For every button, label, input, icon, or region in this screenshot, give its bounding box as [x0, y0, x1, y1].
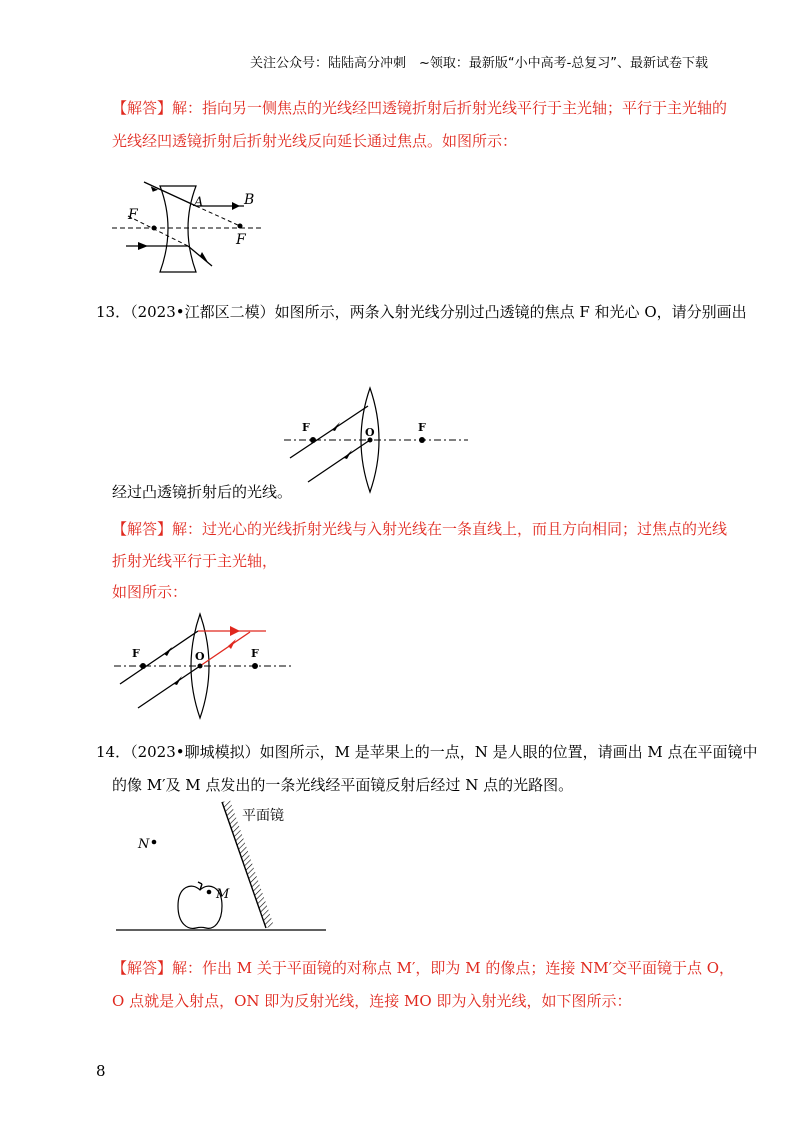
label-F-left: F — [128, 207, 138, 223]
q13-answer-line2: 折射光线平行于主光轴， — [112, 552, 278, 570]
incident-ray-through-O — [138, 666, 200, 708]
q13-line1: 13．（2023•江都区二模）如图所示，两条入射光线分别过凸透镜的焦点 F 和光心 O，请分别画出 — [96, 303, 747, 321]
focal-point-right — [252, 663, 258, 669]
label-M: M — [216, 887, 230, 902]
q13-answer-line1: 【解答】解：过光心的光线折射光线与入射光线在一条直线上，而且方向相同；过焦点的光线 — [112, 520, 728, 538]
label-F-left: F — [132, 647, 140, 660]
q13-answer-line3: 如图所示： — [112, 583, 188, 601]
q12-answer-line1: 【解答】解：指向另一侧焦点的光线经凹透镜折射后折射光线平行于主光轴；平行于主光轴的 — [112, 99, 728, 117]
label-F-right: F — [418, 421, 426, 434]
label-O: O — [195, 650, 205, 663]
label-O: O — [365, 426, 375, 439]
q14-answer-line2: O 点就是入射点，ON 即为反射光线，连接 MO 即为入射光线，如下图所示： — [112, 992, 632, 1010]
label-A: A — [194, 195, 204, 210]
arrow-icon — [138, 242, 148, 250]
focal-point-left — [152, 226, 157, 231]
concave-lens — [160, 186, 196, 272]
label-N: N — [138, 837, 150, 852]
label-B: B — [244, 192, 255, 208]
focal-point-left — [140, 663, 146, 669]
point-N — [152, 840, 157, 845]
page-number: 8 — [96, 1062, 106, 1080]
arrow-icon — [344, 450, 352, 459]
q14-answer-line1: 【解答】解：作出 M 关于平面镜的对称点 M′，即为 M 的像点；连接 NM′交平面镜于点 O， — [112, 959, 735, 977]
arrow-icon — [174, 676, 182, 685]
q12-answer-line2: 光线经凹透镜折射后折射光线反向延长通过焦点。如图所示： — [112, 132, 518, 150]
focal-point-left — [310, 437, 316, 443]
arrow-icon — [228, 639, 236, 649]
label-F-right: F — [251, 647, 259, 660]
arrow-icon — [164, 647, 172, 656]
convex-lens-answer-figure — [112, 610, 298, 720]
arrow-icon — [200, 252, 209, 264]
point-M — [207, 890, 212, 895]
arrow-icon — [332, 422, 340, 431]
arrow-icon — [230, 626, 240, 636]
label-mirror: 平面镜 — [242, 808, 284, 824]
plane-mirror-figure — [112, 800, 342, 936]
convex-lens-question-figure — [282, 384, 472, 494]
page-header: 关注公众号：陆陆高分冲刺 ~领取：最新版“小中高考-总复习”、最新试卷下载 — [249, 56, 708, 71]
label-F-left: F — [302, 421, 310, 434]
arrow-icon — [232, 202, 240, 210]
label-F-right: F — [236, 232, 246, 248]
focal-point-right — [238, 224, 243, 229]
focal-point-right — [419, 437, 425, 443]
q14-line1: 14．（2023•聊城模拟）如图所示，M 是苹果上的一点，N 是人眼的位置，请画出 M 点在平面镜中 — [96, 743, 758, 761]
q14-line2: 的像 M′及 M 点发出的一条光线经平面镜反射后经过 N 点的光路图。 — [112, 776, 574, 794]
optical-center — [198, 664, 203, 669]
concave-lens-figure — [108, 176, 268, 280]
incident-ray-through-O — [308, 440, 370, 482]
q13-line2: 经过凸透镜折射后的光线。 — [112, 483, 293, 501]
